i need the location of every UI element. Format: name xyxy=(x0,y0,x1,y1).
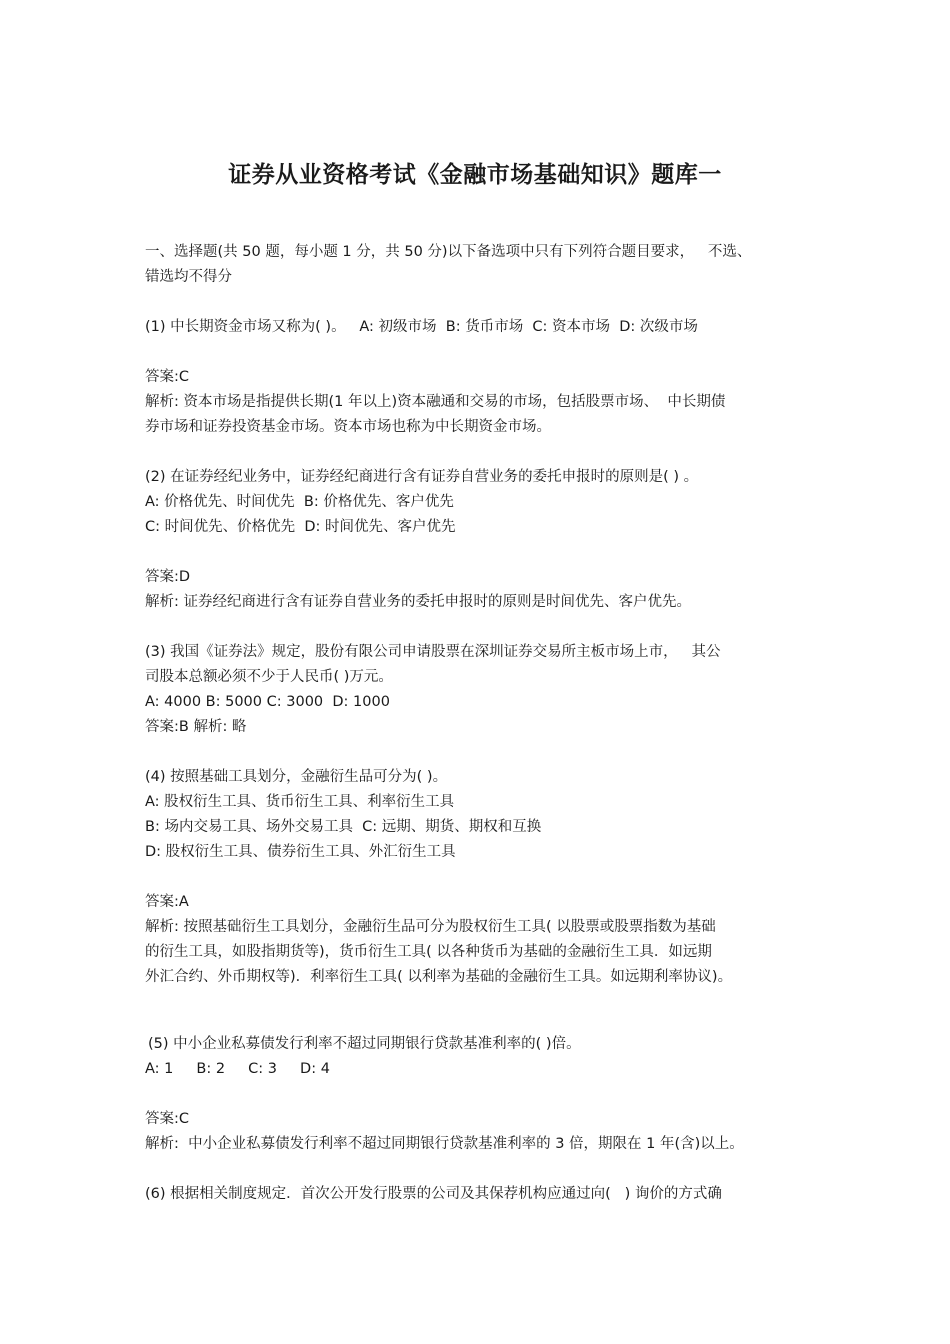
section-intro-line1: 一、选择题(共 50 题，每小题 1 分，共 50 分)以下备选项中只有下列符合题目要求， 不选、 xyxy=(145,244,752,260)
question-4-analysis: 的衍生工具，如股指期货等)，货币衍生工具( 以各种货币为基础的金融衍生工具．如远期 xyxy=(145,944,712,960)
question-5-options: A: 1 B: 2 C: 3 D: 4 xyxy=(145,1061,330,1077)
section-intro-line2: 错选均不得分 xyxy=(145,269,232,285)
question-1-analysis: 解析: 资本市场是指提供长期(1 年以上)资本融通和交易的市场，包括股票市场、 中长期债 xyxy=(145,394,726,410)
question-2-stem: (2) 在证券经纪业务中，证券经纪商进行含有证券自营业务的委托申报时的原则是( ) 。 xyxy=(145,469,699,485)
question-2-options: C: 时间优先、价格优先 D: 时间优先、客户优先 xyxy=(145,519,456,535)
question-5-stem: (5) 中小企业私募债发行利率不超过同期银行贷款基准利率的( )倍。 xyxy=(148,1036,581,1052)
question-4-answer: 答案:A xyxy=(145,894,189,910)
section-intro-cont xyxy=(145,265,825,290)
question-4-options: D: 股权衍生工具、债券衍生工具、外汇衍生工具 xyxy=(145,844,456,860)
document-title: 证券从业资格考试《金融市场基础知识》题库一 xyxy=(228,162,722,188)
section-intro xyxy=(145,240,825,265)
question-2-options: A: 价格优先、时间优先 B: 价格优先、客户优先 xyxy=(145,494,454,510)
document-body xyxy=(145,240,825,1207)
question-6-stem: (6) 根据相关制度规定．首次公开发行股票的公司及其保荐机构应通过向( ) 询价的方式确 xyxy=(145,1186,722,1202)
question-5-answer: 答案:C xyxy=(145,1111,190,1127)
question-3-options: A: 4000 B: 5000 C: 3000 D: 1000 xyxy=(145,694,390,710)
question-3-answer-analysis: 答案:B 解析: 略 xyxy=(145,719,247,735)
question-4-options: A: 股权衍生工具、货币衍生工具、利率衍生工具 xyxy=(145,794,455,810)
question-4-options: B: 场内交易工具、场外交易工具 C: 远期、期货、期权和互换 xyxy=(145,819,542,835)
question-4-stem: (4) 按照基础工具划分，金融衍生品可分为( )。 xyxy=(145,769,448,785)
question-2-analysis: 解析: 证券经纪商进行含有证券自营业务的委托申报时的原则是时间优先、客户优先。 xyxy=(145,594,691,610)
question-2-answer: 答案:D xyxy=(145,569,191,585)
question-3-stem: 司股本总额必须不少于人民币( )万元。 xyxy=(145,669,393,685)
question-5-analysis: 解析: 中小企业私募债发行利率不超过同期银行贷款基准利率的 3 倍，期限在 1 年(含)以上。 xyxy=(145,1136,744,1152)
question-3-stem: (3) 我国《证券法》规定，股份有限公司申请股票在深圳证券交易所主板市场上市， 其公 xyxy=(145,644,721,660)
question-1-stem: (1) 中长期资金市场又称为( )。 A: 初级市场 B: 货币市场 C: 资本市场 D: 次级市场 xyxy=(145,319,698,335)
question-4-analysis: 外汇合约、外币期权等)．利率衍生工具( 以利率为基础的金融衍生工具。如远期利率协议)。 xyxy=(145,969,733,985)
question-4-analysis: 解析: 按照基础衍生工具划分，金融衍生品可分为股权衍生工具( 以股票或股票指数为基础 xyxy=(145,919,716,935)
question-1-answer: 答案:C xyxy=(145,369,190,385)
question-1-analysis: 券市场和证券投资基金市场。资本市场也称为中长期资金市场。 xyxy=(145,419,551,435)
